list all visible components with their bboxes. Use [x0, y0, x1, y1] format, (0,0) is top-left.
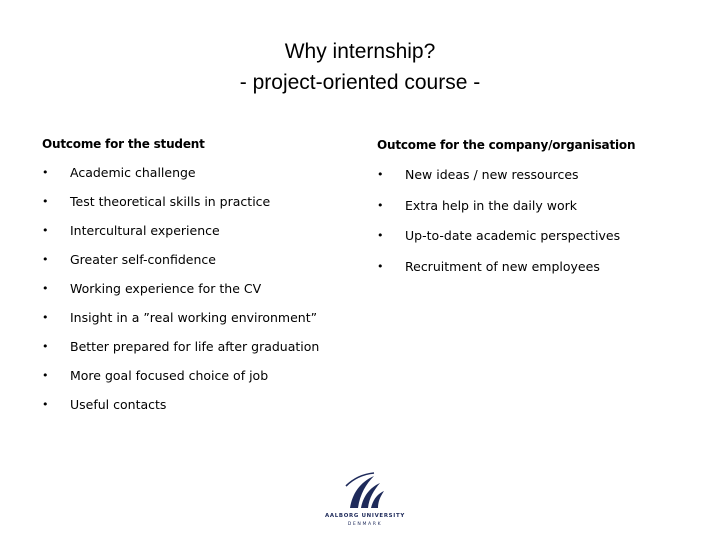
bullet: • — [42, 224, 49, 237]
list-item-text: Intercultural experience — [70, 223, 220, 238]
list-item-text: New ideas / new ressources — [405, 167, 579, 182]
list-item-text: Useful contacts — [70, 397, 167, 412]
aalborg-university-logo — [320, 472, 410, 532]
list-item-text: Working experience for the CV — [70, 281, 262, 296]
bullet: • — [377, 260, 384, 274]
bullet: • — [42, 253, 49, 266]
list-item-text: Insight in a ”real working environment” — [70, 310, 318, 325]
list-item-text: Recruitment of new employees — [405, 259, 600, 275]
bullet: • — [42, 166, 49, 179]
bullet: • — [42, 398, 49, 411]
list-item-text: Extra help in the daily work — [405, 197, 577, 213]
bullet: • — [42, 311, 49, 324]
bullet: • — [42, 282, 49, 295]
title-line-1: Why internship? — [284, 40, 436, 63]
bullet: • — [42, 340, 49, 353]
list-item-text: Greater self-confidence — [70, 252, 216, 267]
list-item-text: Better prepared for life after graduation — [70, 339, 320, 354]
logo-university-name: AALBORG UNIVERSITY — [325, 513, 405, 519]
bullet: • — [377, 168, 384, 181]
logo-country: DENMARK — [347, 522, 383, 527]
list-item-text: Up-to-date academic perspectives — [405, 228, 621, 244]
list-item-text: Test theoretical skills in practice — [70, 194, 271, 209]
slide-title — [0, 36, 720, 98]
student-outcome-heading: Outcome for the student — [42, 137, 205, 151]
aau-wave-icon — [344, 472, 386, 510]
list-item-text: More goal focused choice of job — [70, 368, 269, 383]
bullet: • — [377, 198, 384, 212]
bullet: • — [42, 369, 49, 382]
title-line-2: - project-oriented course - — [239, 71, 481, 94]
company-outcome-heading: Outcome for the company/organisation — [377, 138, 636, 152]
bullet: • — [42, 195, 49, 208]
list-item-text: Academic challenge — [70, 165, 196, 180]
bullet: • — [377, 229, 384, 243]
